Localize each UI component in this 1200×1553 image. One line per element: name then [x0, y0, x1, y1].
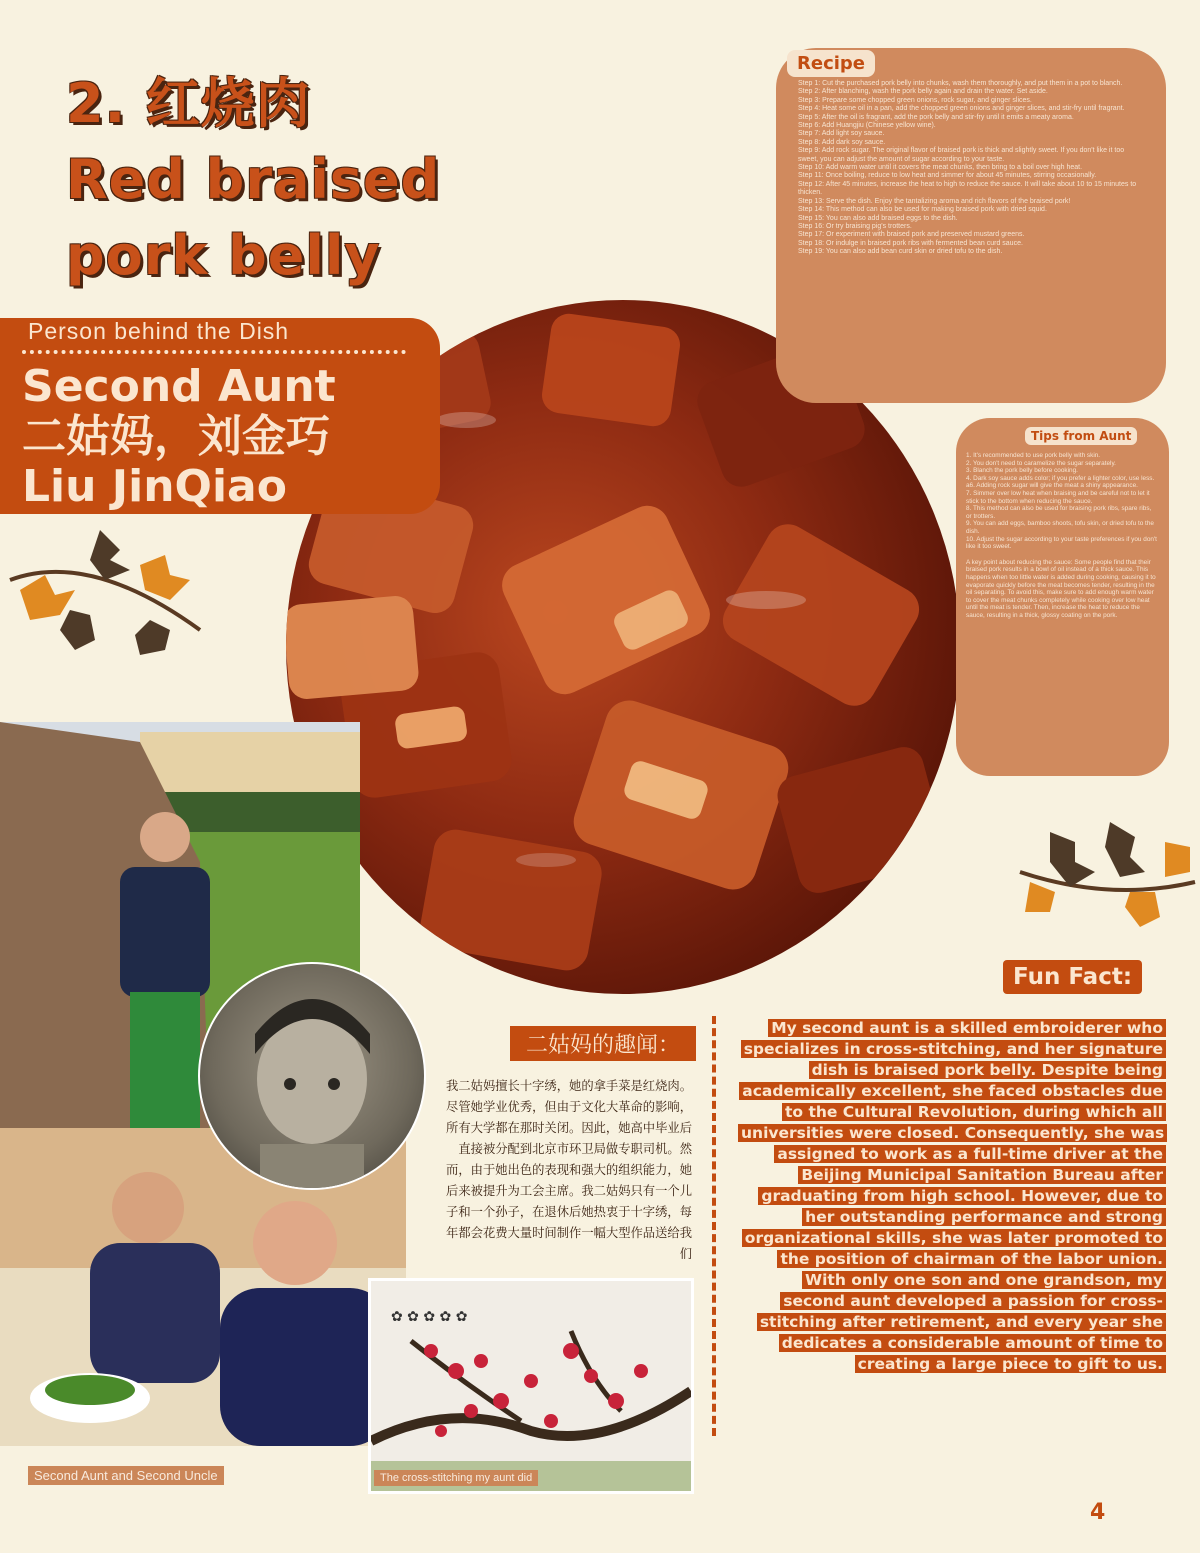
page-title [66, 66, 666, 294]
person-name-cn: 二姑妈，刘金巧 [22, 411, 330, 462]
tip-item: 7. Simmer over low heat when braising and be careful not to let it stick to the bottom when reducing the sauce. [966, 489, 1150, 505]
recipe-step: Step 13: Serve the dish. Enjoy the tantalizing aroma and rich flavors of the braised pork! [798, 197, 1071, 205]
person-subtitle: Person behind the Dish [28, 318, 290, 344]
person-name-pinyin: Liu JinQiao [22, 461, 287, 512]
recipe-step: Step 3: Prepare some chopped green onions, rock sugar, and ginger slices. [798, 96, 1032, 104]
svg-text:✿ ✿ ✿ ✿ ✿: ✿ ✿ ✿ ✿ ✿ [391, 1309, 468, 1325]
recipe-step: Step 15: You can also add braised eggs to the dish. [798, 214, 958, 222]
tips-note: A key point about reducing the sauce: Some people find that their braised pork results in a bowl of oil instead of a thick sauce. This happens when too little water is added during cooking, causing it to evaporate quickly before the meat becomes tender, resulting in the oil separating. To avoid this, make sure to add enough warm water to cover the meat chunks completely while cooking over low heat until the meat is tender. Then, increase the heat to reduce the sauce, resulting in a thick, glossy coating on the pork. [966, 558, 1156, 619]
tip-item: 4. Dark soy sauce adds color; if you prefer a lighter color, use less. [966, 474, 1155, 482]
tip-item: a6. Adding rock sugar will give the meat a shiny appearance. [966, 482, 1138, 490]
dashed-divider [712, 1016, 716, 1436]
fun-fact-cn-title: 二姑妈的趣闻： [510, 1026, 696, 1061]
recipe-step: Step 16: Or try braising pig's trotters. [798, 222, 912, 230]
recipe-step: Step 11: Once boiling, reduce to low heat and simmer for about 45 minutes, stirring occasionally. [798, 172, 1097, 180]
recipe-step: Step 5: After the oil is fragrant, add the pork belly and stir-fry until it emits a meaty aroma. [798, 113, 1074, 121]
tip-item: 9. You can add eggs, bamboo shoots, tofu skin, or dried tofu to the dish. [966, 520, 1154, 535]
tip-item: 2. You don't need to caramelize the sugar separately. [966, 459, 1116, 467]
fun-fact-cn-body: 我二姑妈擅长十字绣，她的拿手菜是红烧肉。尽管她学业优秀，但由于文化大革命的影响，所有大学都在那时关闭。因此，她高中毕业后直接被分配到北京市环卫局做专职司机。然而，由于她出色的表现和强大的组织能力，她后来被提升为工会主席。我二姑妈只有一个儿子和一个孙子，在退休后她热衷于十字绣，每年都会花费大量时间制作一幅大型作品送给我们 [446, 1079, 692, 1261]
title-line-en-2: pork belly [66, 224, 381, 287]
page-number: 4 [1090, 1500, 1106, 1525]
person-name [22, 362, 336, 512]
recipe-step: Step 10: Add warm water until it covers the meat chunks, then bring to a boil over high heat. [798, 164, 1083, 172]
recipe-step: Step 12: After 45 minutes, increase the heat to high to reduce the sauce. It will take about 10 to 15 minutes to thicken. [798, 180, 1137, 197]
cross-stitch-photo [368, 1278, 694, 1494]
tips-box [956, 418, 1169, 776]
title-line-cn: 2. 红烧肉 [66, 72, 311, 135]
tip-item: 8. This method can also be used for braising pork ribs, spare ribs, or trotters. [966, 505, 1152, 520]
fun-fact-title: Fun Fact: [1003, 960, 1142, 994]
tip-item: 3. Blanch the pork belly before cooking. [966, 467, 1078, 475]
recipe-label: Recipe [787, 50, 875, 77]
stitching-caption: The cross-stitching my aunt did [374, 1470, 538, 1486]
tips-list [966, 452, 1157, 551]
title-line-en-1: Red braised [66, 148, 441, 211]
autumn-leaves-icon [0, 510, 210, 660]
tip-item: 10. Adjust the sugar according to your taste preferences if you don't like it too sweet. [966, 535, 1157, 551]
childhood-portrait-photo [198, 962, 426, 1190]
recipe-step: Step 17: Or experiment with braised pork and preserved mustard greens. [798, 231, 1025, 239]
person-name-en: Second Aunt [22, 361, 336, 412]
recipe-box [776, 48, 1166, 403]
recipe-step: Step 19: You can also add bean curd skin or dried tofu to the dish. [798, 248, 1003, 256]
recipe-step: Step 8: Add dark soy sauce. [798, 138, 886, 146]
tips-label: Tips from Aunt [1025, 427, 1137, 445]
recipe-steps [798, 80, 1146, 257]
recipe-step: Step 9: Add rock sugar. The original flavor of braised pork is thick and slightly sweet. If you don't like it too sweet, you can adjust the amount of sugar according to your taste. [798, 147, 1125, 163]
couple-caption: Second Aunt and Second Uncle [28, 1466, 224, 1485]
recipe-step: Step 1: Cut the purchased pork belly into chunks, wash them thoroughly, and put them in a pot to blanch. [798, 80, 1123, 87]
autumn-leaves-icon [1010, 812, 1200, 952]
recipe-step: Step 4: Heat some oil in a pan, add the chopped green onions and ginger slices, and stir-fry until fragrant. [798, 105, 1125, 113]
recipe-step: Step 7: Add light soy sauce. [798, 130, 885, 138]
fun-fact-text: My second aunt is a skilled embroiderer who specializes in cross-stitching, and her signature dish is braised pork belly. Despite being academically excellent, she faced obstacles due to the Cultural Revolution, during which all universities were closed. Consequently, she was assigned to work as a full-time driver at the Beijing Municipal Sanitation Bureau after graduating from high school. However, due to her outstanding performance and strong organizational skills, she was later promoted to the position of chairman of the labor union. With only one son and one grandson, my second aunt developed a passion for cross-stitching after retirement, and every year she dedicates a considerable amount of time to creating a large piece to gift to us. [738, 1019, 1167, 1373]
recipe-step: Step 14: This method can also be used for making braised pork with dried squid. [798, 206, 1047, 214]
tip-item: 1. It's recommended to use pork belly with skin. [966, 452, 1101, 459]
recipe-step: Step 18: Or indulge in braised pork ribs with fermented bean curd sauce. [798, 239, 1023, 247]
recipe-step: Step 2: After blanching, wash the pork belly again and drain the water. Set aside. [798, 88, 1048, 96]
dotted-divider [22, 350, 406, 354]
fun-fact-body [738, 1018, 1166, 1375]
recipe-step: Step 6: Add Huangjiu (Chinese yellow wine). [798, 122, 936, 130]
